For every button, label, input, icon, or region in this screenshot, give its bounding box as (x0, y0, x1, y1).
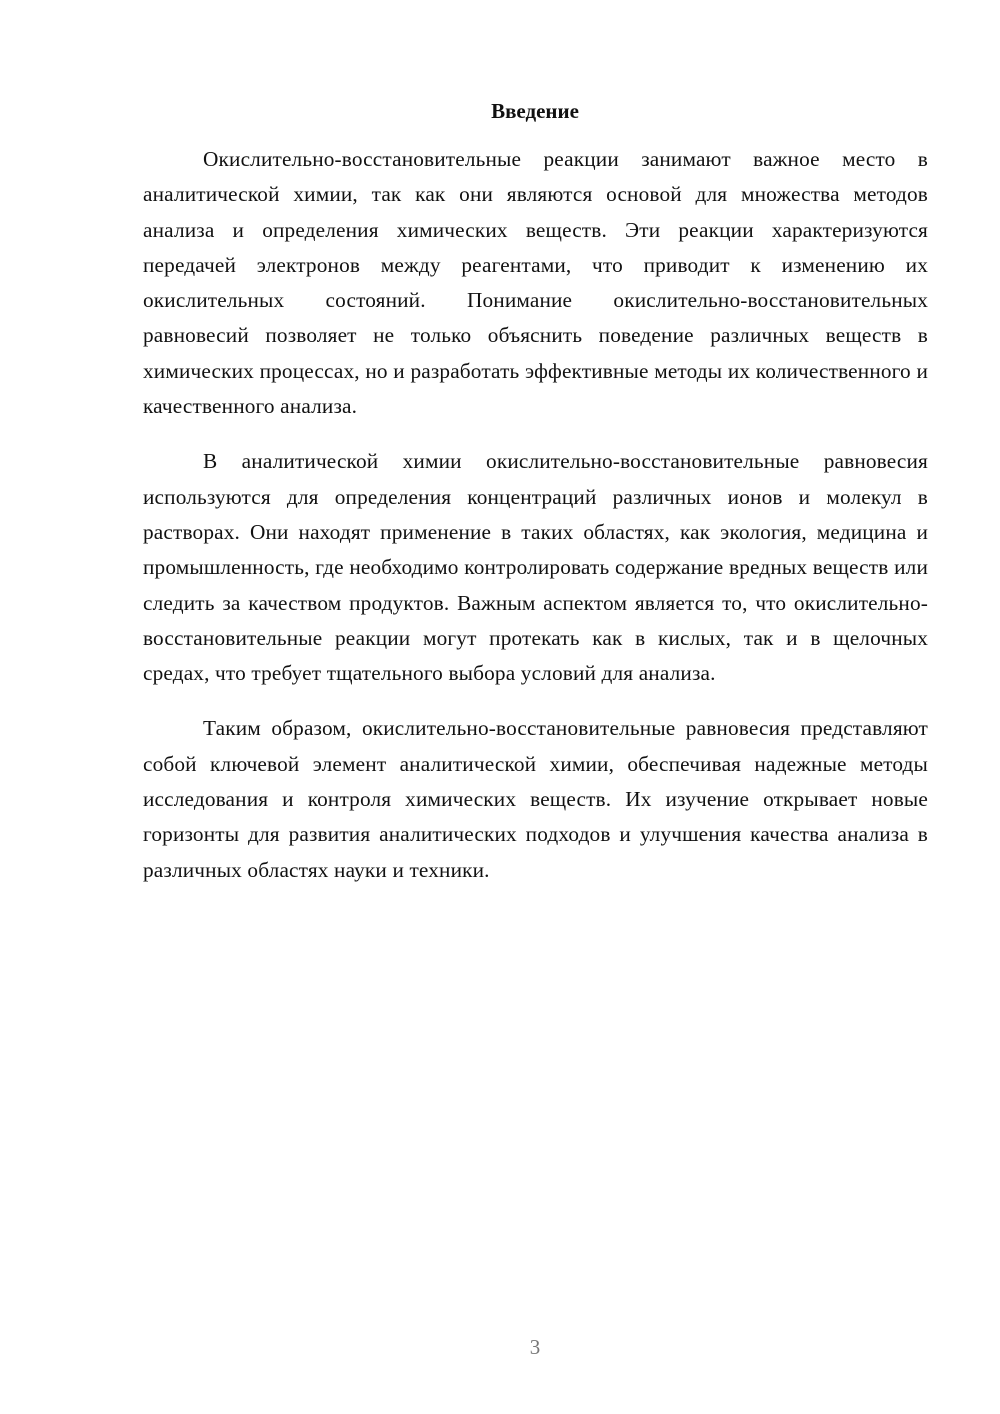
paragraph-3: Таким образом, окислительно-восстановительные равновесия представляют собой ключевой элемент аналитической химии, обеспечивая надежные методы исследования и контроля химических веществ. Их изучение открывает новые горизонты для развития аналитических подходов и улучшения качества анализа в различных областях науки и техники. (143, 716, 928, 882)
page-number: 3 (529, 1335, 541, 1359)
paragraph-2: В аналитической химии окислительно-восстановительные равновесия используются для определения концентраций различных ионов и молекул в растворах. Они находят применение в таких областях, как экология, медицина и промышленность, где необходимо контролировать содержание вредных веществ или следить за качеством продуктов. Важным аспектом является то, что окислительно-восстановительные реакции могут протекать как в кислых, так и в щелочных средах, что требует тщательного выбора условий для анализа. (143, 449, 928, 686)
section-heading: Введение (491, 99, 579, 123)
body-text (143, 142, 928, 908)
paragraph-1: Окислительно-восстановительные реакции занимают важное место в аналитической химии, так как они являются основой для множества методов анализа и определения химических веществ. Эти реакции характеризуются передачей электронов между реагентами, что приводит к изменению их окислительных состояний. Понимание окислительно-восстановительных равновесий позволяет не только объяснить поведение различных веществ в химических процессах, но и разработать эффективные методы их количественного и качественного анализа. (143, 147, 928, 419)
